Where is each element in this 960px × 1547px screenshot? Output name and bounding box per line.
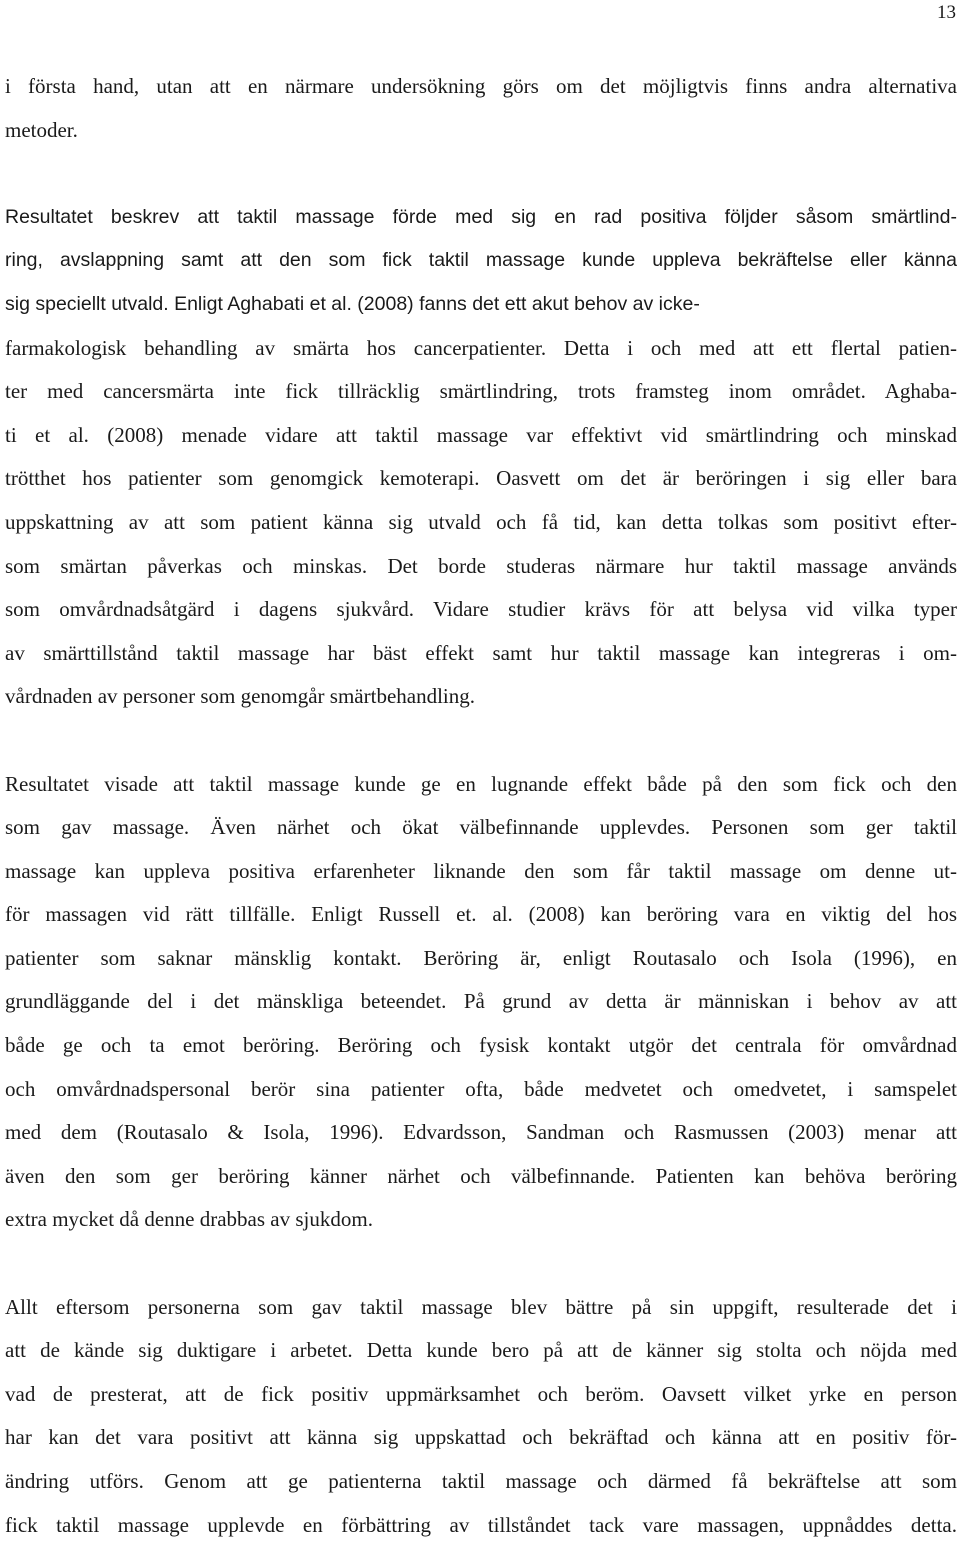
paragraph-gap [5,152,957,196]
text-line: som gav massage. Även närhet och ökat välbefinnande upplevdes. Personen som ger taktil [5,815,957,840]
text-line: både ge och ta emot beröring. Beröring och fysisk kontakt utgör det centrala för omvårdnad [5,1033,957,1058]
text-line: farmakologisk behandling av smärta hos cancerpatienter. Detta i och med att ett flertal patien- [5,335,957,360]
text-line: med dem (Routasalo & Isola, 1996). Edvardsson, Sandman och Rasmussen (2003) menar att [5,1120,957,1145]
text-line: har kan det vara positivt att känna sig uppskattad och bekräftad och känna att en positiv för- [5,1425,957,1450]
text-line: uppskattning av att som patient känna sig utvald och få tid, kan detta tolkas som positivt efter- [5,509,957,534]
paragraph [5,65,957,152]
text-line: patienter som saknar mänsklig kontakt. Beröring är, enligt Routasalo och Isola (1996), en [5,945,957,970]
paragraph [5,196,957,719]
text-line: av smärttillstånd taktil massage har bäst effekt samt hur taktil massage kan integreras i om- [5,640,957,665]
text-line: att de kände sig duktigare i arbetet. Detta kunde bero på att de känner sig stolta och nöjda med [5,1338,957,1363]
text-line: ring, avslappning samt att den som fick taktil massage kunde uppleva bekräftelse eller känna [5,249,957,272]
text-line: och omvårdnadspersonal berör sina patienter ofta, både medvetet och omedvetet, i samspelet [5,1076,957,1101]
text-line: som omvårdnadsåtgärd i dagens sjukvård. Vidare studier krävs för att belysa vid vilka typer [5,597,957,622]
text-line: Allt eftersom personerna som gav taktil massage blev bättre på sin uppgift, resulterade det i [5,1294,957,1319]
text-line: sig speciellt utvald. Enligt Aghabati et al. (2008) fanns det ett akut behov av icke- [5,292,700,315]
paragraph [5,1286,957,1547]
paragraph-gap [5,1242,957,1286]
text-line: fick taktil massage upplevde en förbättring av tillståndet tack vare massagen, uppnåddes detta. [5,1512,957,1537]
text-line: Resultatet visade att taktil massage kunde ge en lugnande effekt både på den som fick och den [5,771,957,796]
text-line: ti et al. (2008) menade vidare att taktil massage var effektivt vid smärtlindring och minskad [5,422,957,447]
document-body [5,65,957,1547]
paragraph-gap [5,719,957,763]
text-line: för massagen vid rätt tillfälle. Enligt Russell et. al. (2008) kan beröring vara en viktig del hos [5,902,957,927]
text-line: Resultatet beskrev att taktil massage förde med sig en rad positiva följder såsom smärtlind- [5,205,957,228]
text-line: massage kan uppleva positiva erfarenheter liknande den som får taktil massage om denne ut- [5,858,957,883]
text-line: vårdnaden av personer som genomgår smärtbehandling. [5,684,476,709]
text-line: även den som ger beröring känner närhet och välbefinnande. Patienten kan behöva beröring [5,1163,957,1188]
text-line: ändring utförs. Genom att ge patienterna taktil massage och därmed få bekräftelse att som [5,1469,957,1493]
text-line: metoder. [5,117,78,142]
text-line: extra mycket då denne drabbas av sjukdom. [5,1207,373,1232]
text-line: i första hand, utan att en närmare undersökning görs om det möjligtvis finns andra alternativa [5,74,957,98]
text-line: grundläggande del i det mänskliga beteendet. På grund av detta är människan i behov av att [5,989,957,1014]
text-line: som smärtan påverkas och minskas. Det borde studeras närmare hur taktil massage används [5,553,957,578]
page-number: 13 [937,2,956,23]
paragraph [5,763,957,1243]
text-line: trötthet hos patienter som genomgick kemoterapi. Oasvett om det är beröringen i sig eller bara [5,466,957,491]
text-line: vad de presterat, att de fick positiv uppmärksamhet och beröm. Oavsett vilket yrke en person [5,1381,957,1406]
text-line: ter med cancersmärta inte fick tillräcklig smärtlindring, trots framsteg inom området. Aghaba- [5,379,957,404]
